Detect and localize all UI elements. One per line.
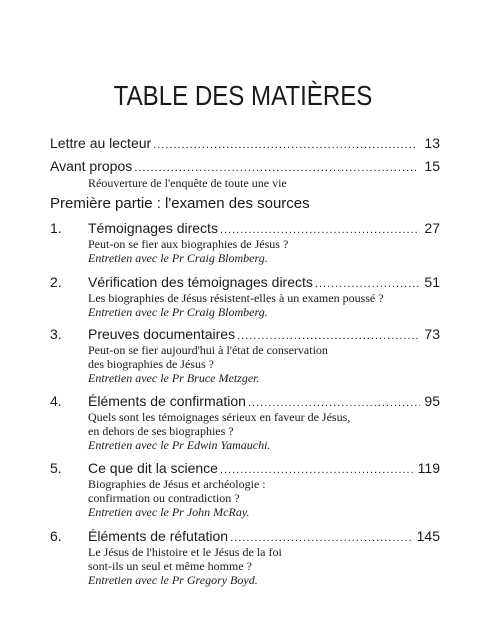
dot-leader [315,278,421,290]
toc-chapter-5[interactable] [50,460,440,476]
chapter-question-line: Les biographies de Jésus résistent-elles à un examen poussé ? [88,291,384,305]
page-title: TABLE DES MATIÈRES [113,80,373,111]
chapter-question-line: confirmation ou contradiction ? [88,491,240,505]
chapter-number: 3. [50,326,62,342]
chapter-number: 2. [50,274,62,290]
part-heading: Première partie : l'examen des sources [50,195,310,212]
toc-entry-lettre[interactable] [50,135,440,151]
chapter-number: 6. [50,528,62,544]
chapter-interview: Entretien avec le Pr Craig Blomberg. [88,251,268,265]
chapter-title: Vérification des témoignages directs [88,274,313,290]
chapter-question-line: Le Jésus de l'histoire et le Jésus de la foi [88,545,282,559]
chapter-page: 27 [424,220,440,236]
toc-chapter-3[interactable] [50,326,440,342]
dot-leader [134,162,416,174]
chapter-interview: Entretien avec le Pr Craig Blomberg. [88,305,268,319]
dot-leader [153,139,416,151]
chapter-question-line: des biographies de Jésus ? [88,357,214,371]
toc-chapter-1[interactable] [50,220,440,236]
chapter-question-line: Quels sont les témoignages sérieux en faveur de Jésus, [88,410,351,424]
chapter-question-line: Peut-on se fier aux biographies de Jésus ? [88,237,289,251]
chapter-page: 73 [424,326,440,342]
chapter-title: Preuves documentaires [88,326,236,342]
toc-entry-label: Lettre au lecteur [50,135,152,151]
toc-chapter-6[interactable] [50,528,440,544]
chapter-page: 145 [416,528,440,544]
chapter-title: Éléments de réfutation [88,528,229,544]
chapter-number: 1. [50,220,62,236]
chapter-question-line: en dehors de ses biographies ? [88,424,234,438]
dot-leader [230,532,413,544]
chapter-number: 5. [50,460,62,476]
chapter-page: 95 [424,393,440,409]
chapter-interview: Entretien avec le Pr Edwin Yamauchi. [88,438,271,452]
chapter-description [88,291,428,319]
chapter-title: Témoignages directs [88,220,218,236]
dot-leader [248,397,420,409]
dot-leader [220,464,414,476]
chapter-page: 119 [417,460,440,476]
chapter-number: 4. [50,393,62,409]
chapter-description [88,545,428,587]
chapter-title: Ce que dit la science [88,460,218,476]
toc-entry-avant-propos[interactable] [50,158,440,174]
toc-chapter-2[interactable] [50,274,440,290]
toc-entry-page: 13 [424,135,440,151]
dot-leader [220,224,420,236]
chapter-page: 51 [424,274,440,290]
toc-entry-label: Avant propos [50,158,133,174]
chapter-description [88,410,428,452]
chapter-interview: Entretien avec le Pr John McRay. [88,505,250,519]
dot-leader [237,330,420,342]
toc-entry-description: Réouverture de l'enquête de toute une vie [88,176,287,190]
toc-entry-page: 15 [424,158,440,174]
chapter-title: Éléments de confirmation [88,393,246,409]
chapter-description [88,477,428,519]
chapter-question-line: Biographies de Jésus et archéologie : [88,477,266,491]
toc-chapter-4[interactable] [50,393,440,409]
chapter-description [88,343,428,385]
chapter-question-line: Peut-on se fier aujourd'hui à l'état de conservation [88,343,328,357]
chapter-interview: Entretien avec le Pr Bruce Metzger. [88,371,260,385]
chapter-interview: Entretien avec le Pr Gregory Boyd. [88,573,258,587]
chapter-description [88,237,428,265]
chapter-question-line: sont-ils un seul et même homme ? [88,559,252,573]
